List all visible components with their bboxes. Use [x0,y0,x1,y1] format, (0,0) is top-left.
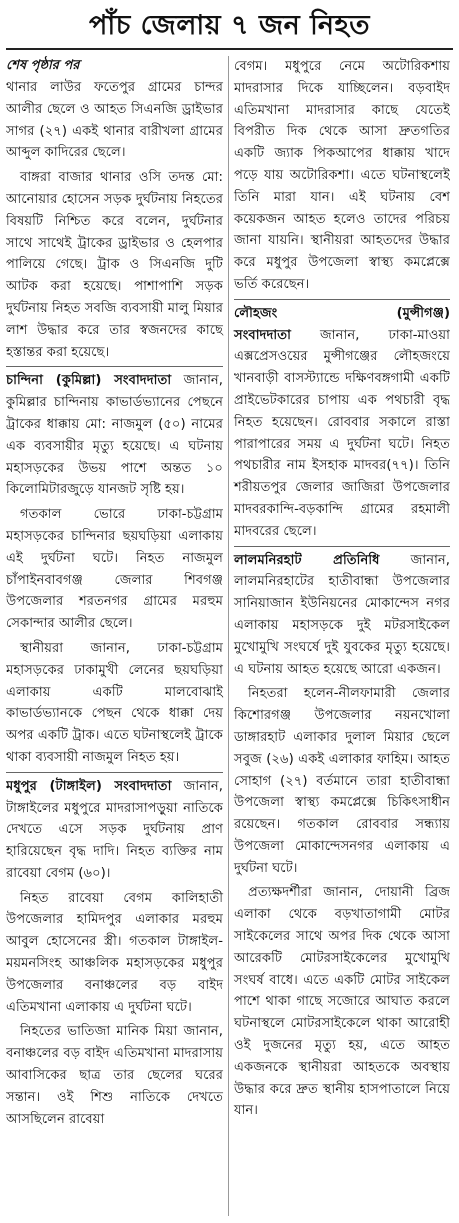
paragraph-text: জানান, ঢাকা-মাওয়া এক্সপ্রেসওয়ের মুন্সীগঞ্জের লৌহজংয়ে খানবাড়ী বাসস্ট্যান্ডে দক্ষিণবঙ্গগামী একটি প্রাইভেটকারের চাপায় এক পথচারী বৃদ্ধ নিহত হয়েছেন। রোববার সকালে রাস্তা পারাপারের সময় এ দুর্ঘটনা ঘটে। নিহত পথচারীর নাম ইসহাক মাদবর(৭৭)। তিনি শরীয়তপুর জেলার জাজিরা উপজেলার মাদবরকান্দি-বড়কান্দি গ্রামের রহমালী মাদবরের ছেলে। [234,327,450,539]
section-divider [6,772,223,773]
section-divider [234,299,450,300]
paragraph: বাঙ্গরা বাজার থানার ওসি তদন্ত মো: আনোয়ার হোসেন সড়ক দুর্ঘটনায় নিহতের বিষয়টি নিশ্চিত করে বলেন, দুর্ঘটনার সাথে সাথেই ট্রাকের ড্রাইভার ও হেলপার পালিয়ে গেছে। ট্রাক ও সিএনজি দুটি আটক করা হয়েছে। পাশাপাশি সড়ক দুর্ঘটনায় নিহত সবজি ব্যবসায়ী মালু মিয়ার লাশ উদ্ধার করে তার স্বজনদের কাছে হস্তান্তর করা হয়েছে। [6,170,223,360]
correspondent-label: সংবাদদাতা [234,327,291,343]
section-divider [6,366,223,367]
continued-label: শেষ পৃষ্ঠার পর [6,58,80,73]
section-paragraph [234,550,450,681]
paragraph: স্থানীয়রা জানান, ঢাকা-চট্টগ্রাম মহাসড়কের ঢাকামুখী লেনের ছয়ঘড়িয়া এলাকায় একটি মালবোঝাই কাভার্ডভ্যানকে পেছন থেকে ধাক্কা দেয় অপর একটি ট্রাক। এতে ঘটনাস্থলেই ট্রাকে থাকা ব্যবসায়ী নাজমুল নিহত হয়। [6,640,223,765]
paragraph: নিহতের ভাতিজা মানিক মিয়া জানান, বনাঞ্চলের বড় বাইদ এতিমখানা মাদরাসায় আবাসিকের ছাত্র তার ছেলের ঘরের সন্তান। ওই শিশু নাতিকে দেখতে আসছিলেন রাবেয়া [6,1024,223,1127]
paragraph: প্রত্যক্ষদর্শীরা জানান, দোয়ানী ব্রিজ এলাকা থেকে বড়খাতাগামী মোটর সাইকেলের সাথে অপর দিক থেকে আসা আরেকটি মোটরসাইকেলের মুখোমুখি সংঘর্ষ বাধে। এতে একটি মোটর সাইকেল পাশে থাকা গাছে সজোরে আঘাত করলে ঘটনাস্থলে মোটরসাইকেলে থাকা আরোহী ওই দুজনের মৃত্যু হয়, এতে আহত একজনকে স্থানীয়রা আহতকে অবস্থায় উদ্ধার করে দ্রুত স্থানীয় হাসপাতালে নিয়ে যান। [234,885,450,1119]
place-name: লৌহজং [234,305,278,321]
article-columns [6,56,453,1216]
paragraph: নিহতরা হলেন-নীলফামারী জেলার কিশোরগঞ্জ উপজেলার নয়নখোলা ডাঙ্গারহাট এলাকার দুলাল মিয়ার ছেলে সবুজ (২৬) একই এলাকার ফাহিম। আহত সোহাগ (২৭) বর্তমানে তারা হাতীবান্ধা উপজেলা স্বাস্থ্য কমপ্লেক্সে চিকিৎসাধীন রয়েছেন। গতকাল রোববার সন্ধ্যায় উপজেলা মোকান্দেসনগর এলাকায় এ দুর্ঘটনা ঘটে। [234,686,450,876]
section-paragraph [6,776,223,885]
paragraph: গতকাল ভোরে ঢাকা-চট্টগ্রাম মহাসড়কের চান্দিনার ছয়ঘড়িয়া এলাকায় এই দুর্ঘটনা ঘটে। নিহত নাজমুল চাঁপাইনবাবগঞ্জ জেলার শিবগঞ্জ উপজেলার শরতনগর গ্রামের মরহুম সেকান্দার আলীর ছেলে। [6,507,223,632]
paragraph: থানার লাউর ফতেপুর গ্রামের চান্দর আলীর ছেলে ও আহত সিএনজি ড্রাইভার সাগর (২৭) একই থানার বারীখলা গ্রামের আব্দুল কাদিরের ছেলে। [6,80,223,161]
paragraph: বেগম। মধুপুরে নেমে অটোরিকশায় মাদরাসার দিকে যাচ্ছিলেন। বড়বাইদ এতিমখানা মাদরাসার কাছে যেতেই বিপরীত দিক থেকে আসা দ্রুতগতির একটি জ্যাক পিকআপের ধাক্কায় খাদে পড়ে যায় অটোরিকশা। এতে ঘটনাস্থলেই তিনি মারা যান। এই ঘটনায় বেশ কয়েকজন আহত হলেও তাদের পরিচয় জানা যায়নি। স্থানীয়রা আহতদের উদ্ধার করে মধুপুর উপজেলা স্বাস্থ্য কমপ্লেক্সে ভর্তি করেছেন। [234,59,450,292]
section-paragraph [234,325,450,543]
paragraph-text: জানান, কুমিল্লার চান্দিনায় কাভার্ডভ্যানের পেছনে ট্রাকের ধাক্কায় মো: নাজমুল (৫০) নামের এক ব্যবসায়ীর মৃত্যু হয়েছে। এ ঘটনায় মহাসড়কের উভয় পাশে অন্তত ১০ কিলোমিটারজুড়ে যানজট সৃষ্টি হয়। [6,373,223,498]
section-divider [234,546,450,547]
paragraph: নিহত রাবেয়া বেগম কালিহাতী উপজেলার হামিদপুর এলাকার মরহুম আবুল হোসেনের স্ত্রী। গতকাল টাঙ্গাইল-ময়মনসিংহ আঞ্চলিক মহাসড়কের মধুপুর উপজেলার বনাঞ্চলের বড় বাইদ এতিমখানা এলাকায় এ দুর্ঘটনা ঘটে। [6,890,223,1015]
section-heading-louhajang [234,303,450,325]
left-column [6,56,228,1216]
section-heading-madhupur: মধুপুর (টাঙ্গাইল) সংবাদদাতা [6,778,172,794]
headline: পাঁচ জেলায় ৭ জন নিহত [89,10,370,41]
district-name: (মুন্সীগঞ্জ) [396,305,450,321]
paragraph-text: জানান, লালমনিরহাটের হাতীবান্ধা উপজেলার সানিয়াজান ইউনিয়নের মোকান্দেস নগর এলাকায় মহাসড়কে দুই মটরসাইকেল মুখোমুখি সংঘর্ষে দুই যুবকের মৃত্যু হয়েছে। এ ঘটনায় আহত হয়েছে আরো একজন। [234,552,450,677]
right-column [228,56,450,1216]
section-heading-chandina: চান্দিনা (কুমিল্লা) সংবাদদাতা [6,373,172,389]
headline-rule [6,48,453,50]
paragraph-text: জানান, টাঙ্গাইলের মধুপুরে মাদরাসাপড়ুয়া নাতিকে দেখতে এসে সড়ক দুর্ঘটনায় প্রাণ হারিয়েছেন বৃদ্ধ দাদি। নিহত ব্যক্তির নাম রাবেয়া বেগম (৬০)। [6,778,223,881]
section-heading-lalmonirhat: লালমনিরহাট প্রতিনিধি [234,552,380,568]
section-paragraph [6,370,223,501]
